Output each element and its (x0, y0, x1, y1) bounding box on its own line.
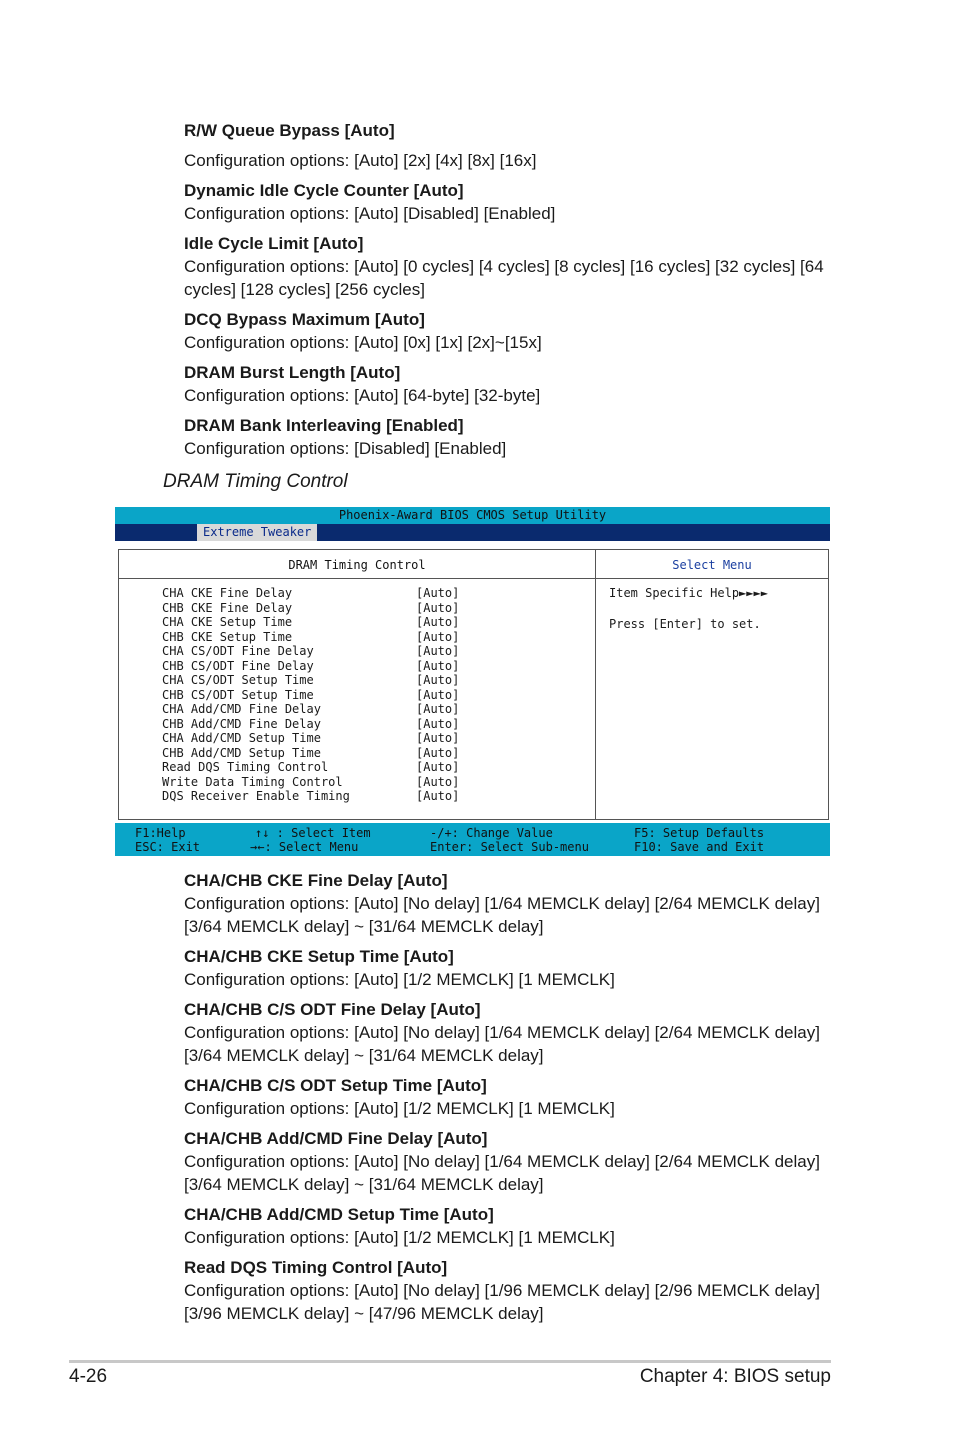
section-text: Configuration options: [Auto] [1/2 MEMCLK] [1 MEMCLK] (184, 1228, 615, 1247)
section-title: R/W Queue Bypass [Auto] (184, 121, 395, 140)
section-cs-odt-setup-time (184, 1074, 844, 1120)
item-value[interactable]: [Auto] (416, 615, 460, 629)
help-instruction: Press [Enter] to set. (609, 617, 761, 631)
bios-item[interactable] (162, 702, 592, 717)
item-label: CHB Add/CMD Setup Time (162, 745, 321, 760)
bios-item[interactable] (162, 789, 592, 804)
footer-rule (69, 1360, 831, 1363)
section-text: Configuration options: [Auto] [No delay] [1/64 MEMCLK delay] [2/64 MEMCLK delay] [3/64 MEMCLK delay] ~ [31/64 MEMCLK delay] (184, 1152, 820, 1194)
item-value[interactable]: [Auto] (416, 600, 460, 615)
section-dynamic-idle-cycle-counter (184, 179, 844, 225)
section-title: CHA/CHB Add/CMD Setup Time [Auto] (184, 1205, 494, 1224)
bios-item[interactable] (162, 731, 592, 746)
item-label: CHB CS/ODT Setup Time (162, 687, 314, 702)
bios-item[interactable] (162, 586, 592, 601)
section-title: DRAM Burst Length [Auto] (184, 363, 401, 382)
panel-divider (595, 578, 596, 819)
tab-extreme-tweaker[interactable]: Extreme Tweaker (197, 524, 317, 541)
item-value[interactable]: [Auto] (416, 716, 460, 731)
item-value[interactable]: [Auto] (416, 702, 460, 716)
key-enter-submenu: Enter: Select Sub-menu (430, 840, 589, 854)
item-value[interactable]: [Auto] (416, 658, 460, 673)
bios-item[interactable] (162, 775, 592, 790)
subheading: DRAM Timing Control (163, 471, 348, 492)
item-label: CHB CKE Fine Delay (162, 600, 293, 615)
bios-item[interactable] (162, 760, 592, 775)
section-cs-odt-fine-delay (184, 998, 844, 1067)
item-value[interactable]: [Auto] (416, 586, 460, 600)
item-value[interactable]: [Auto] (416, 760, 460, 774)
item-label: CHA CKE Fine Delay (162, 586, 293, 600)
chapter-title: Chapter 4: BIOS setup (639, 1366, 831, 1387)
item-label: Write Data Timing Control (162, 774, 343, 789)
bios-item-list (162, 586, 592, 804)
section-title: CHA/CHB Add/CMD Fine Delay [Auto] (184, 1129, 488, 1148)
key-select-menu: →←: Select Menu (250, 840, 359, 854)
bios-item[interactable] (162, 659, 592, 674)
item-value[interactable]: [Auto] (416, 687, 460, 702)
key-select-item: ↑↓ : Select Item (255, 826, 371, 840)
bios-screen (115, 507, 830, 856)
section-dram-bank-interleaving (184, 414, 844, 460)
item-label: CHA CS/ODT Setup Time (162, 673, 314, 687)
section-title: Read DQS Timing Control [Auto] (184, 1258, 448, 1277)
item-value[interactable]: [Auto] (416, 629, 460, 644)
section-text: Configuration options: [Auto] [2x] [4x] [8x] [16x] (184, 151, 537, 170)
section-cke-fine-delay (184, 869, 844, 938)
section-text: Configuration options: [Auto] [Disabled] [Enabled] (184, 204, 556, 223)
item-label: CHA CS/ODT Fine Delay (162, 644, 314, 658)
bios-help-title: Select Menu (596, 550, 828, 579)
bios-item[interactable] (162, 644, 592, 659)
bios-tab-bar (115, 524, 830, 541)
section-text: Configuration options: [Auto] [64-byte] [32-byte] (184, 386, 541, 405)
bios-item[interactable] (162, 601, 592, 616)
bios-key-legend (115, 823, 830, 856)
bios-item[interactable] (162, 673, 592, 688)
item-value[interactable]: [Auto] (416, 789, 460, 803)
section-rw-queue-bypass (184, 119, 844, 172)
section-idle-cycle-limit (184, 232, 844, 301)
item-value[interactable]: [Auto] (416, 673, 460, 687)
bios-main-panel (118, 549, 829, 820)
item-value[interactable]: [Auto] (416, 731, 460, 745)
section-title: CHA/CHB CKE Fine Delay [Auto] (184, 871, 448, 890)
item-value[interactable]: [Auto] (416, 644, 460, 658)
section-title: Idle Cycle Limit [Auto] (184, 234, 364, 253)
bios-item[interactable] (162, 615, 592, 630)
bios-item[interactable] (162, 630, 592, 645)
bios-item[interactable] (162, 746, 592, 761)
bios-item[interactable] (162, 688, 592, 703)
item-value[interactable]: [Auto] (416, 774, 460, 789)
section-title: Dynamic Idle Cycle Counter [Auto] (184, 181, 464, 200)
item-label: Read DQS Timing Control (162, 760, 329, 774)
item-label: CHB CS/ODT Fine Delay (162, 658, 314, 673)
item-label: CHA Add/CMD Fine Delay (162, 702, 321, 716)
section-text: Configuration options: [Auto] [No delay] [1/64 MEMCLK delay] [2/64 MEMCLK delay] [3/64 MEMCLK delay] ~ [31/64 MEMCLK delay] (184, 894, 820, 936)
section-text: Configuration options: [Auto] [1/2 MEMCLK] [1 MEMCLK] (184, 1099, 615, 1118)
section-cke-setup-time (184, 945, 844, 991)
key-change-value: -/+: Change Value (430, 826, 553, 840)
page-number: 4-26 (69, 1366, 108, 1387)
section-title: DCQ Bypass Maximum [Auto] (184, 310, 425, 329)
section-title: CHA/CHB C/S ODT Setup Time [Auto] (184, 1076, 487, 1095)
item-label: CHA Add/CMD Setup Time (162, 731, 321, 745)
section-title: DRAM Bank Interleaving [Enabled] (184, 416, 464, 435)
section-dram-burst-length (184, 361, 844, 407)
section-title: CHA/CHB C/S ODT Fine Delay [Auto] (184, 1000, 481, 1019)
help-specific: Item Specific Help►►►► (609, 586, 768, 600)
section-text: Configuration options: [Disabled] [Enabled] (184, 439, 507, 458)
section-text: Configuration options: [Auto] [1/2 MEMCLK] [1 MEMCLK] (184, 970, 615, 989)
section-title: CHA/CHB CKE Setup Time [Auto] (184, 947, 454, 966)
item-label: CHB CKE Setup Time (162, 629, 293, 644)
key-f5-defaults: F5: Setup Defaults (634, 826, 765, 840)
bios-item[interactable] (162, 717, 592, 732)
section-text: Configuration options: [Auto] [No delay] [1/64 MEMCLK delay] [2/64 MEMCLK delay] [3/64 MEMCLK delay] ~ [31/64 MEMCLK delay] (184, 1023, 820, 1065)
item-label: CHB Add/CMD Fine Delay (162, 716, 321, 731)
bios-panel-title: DRAM Timing Control (119, 550, 596, 579)
section-dcq-bypass-maximum (184, 308, 844, 354)
section-text: Configuration options: [Auto] [0 cycles] [4 cycles] [8 cycles] [16 cycles] [32 cycles] [64 cycles] [128 cycles] [256 cycles] (184, 257, 824, 299)
item-label: CHA CKE Setup Time (162, 615, 293, 629)
bios-help-panel (609, 586, 819, 632)
item-value[interactable]: [Auto] (416, 745, 460, 760)
key-esc-exit: ESC: Exit (135, 840, 201, 854)
section-text: Configuration options: [Auto] [No delay] [1/96 MEMCLK delay] [2/96 MEMCLK delay] [3/96 MEMCLK delay] ~ [47/96 MEMCLK delay] (184, 1281, 820, 1323)
key-f10-save-exit: F10: Save and Exit (634, 840, 765, 854)
section-add-cmd-fine-delay (184, 1127, 844, 1196)
section-add-cmd-setup-time (184, 1203, 844, 1249)
item-label: DQS Receiver Enable Timing (162, 789, 350, 803)
section-read-dqs-timing (184, 1256, 844, 1325)
bios-title-bar: Phoenix-Award BIOS CMOS Setup Utility (115, 507, 830, 524)
key-f1-help: F1:Help (135, 826, 186, 840)
section-text: Configuration options: [Auto] [0x] [1x] [2x]~[15x] (184, 333, 542, 352)
